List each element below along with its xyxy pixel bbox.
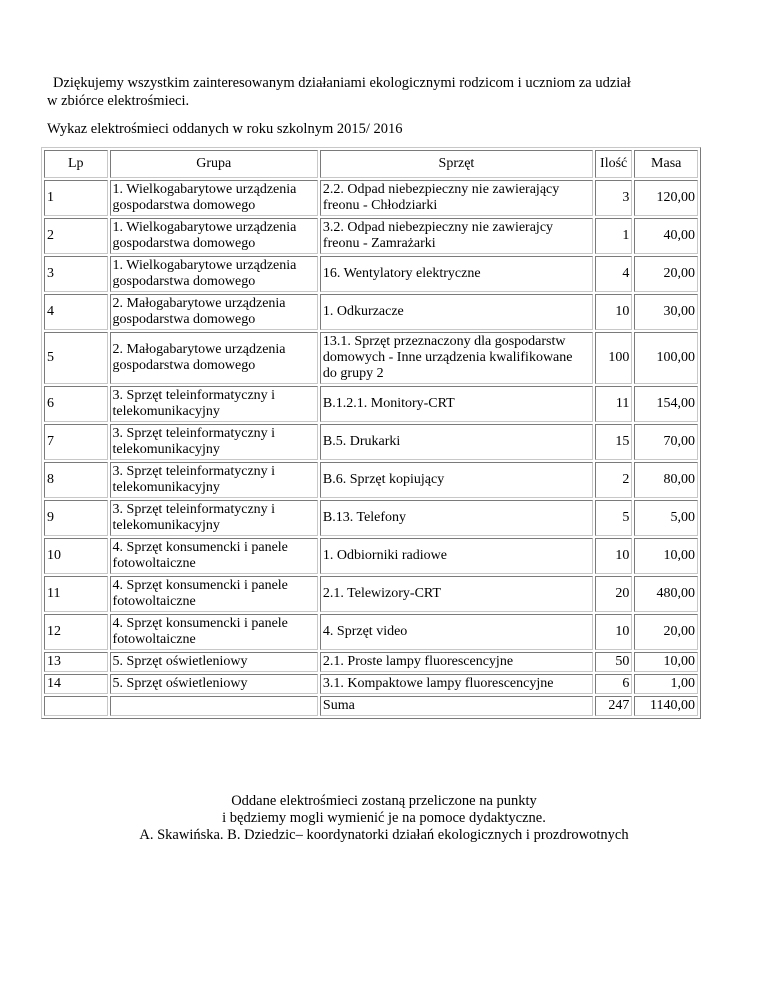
cell-sprzet: 1. Odkurzacze <box>320 294 593 330</box>
cell-sprzet: B.1.2.1. Monitory-CRT <box>320 386 593 422</box>
cell-grupa: 2. Małogabarytowe urządzenia gospodarstwa domowego <box>110 332 318 384</box>
cell-grupa: 1. Wielkogabarytowe urządzenia gospodarstwa domowego <box>110 180 318 216</box>
header-grupa: Grupa <box>110 150 318 178</box>
table-row <box>44 500 698 536</box>
cell-masa: 10,00 <box>634 538 698 574</box>
cell-masa: 30,00 <box>634 294 698 330</box>
table-row <box>44 424 698 460</box>
cell-grupa: 1. Wielkogabarytowe urządzenia gospodarstwa domowego <box>110 256 318 292</box>
cell-sprzet: 2.2. Odpad niebezpieczny nie zawierający freonu - Chłodziarki <box>320 180 593 216</box>
cell-lp: 4 <box>44 294 108 330</box>
cell-ilosc: 15 <box>595 424 633 460</box>
table-row <box>44 462 698 498</box>
cell-sprzet: 3.2. Odpad niebezpieczny nie zawierajcy freonu - Zamrażarki <box>320 218 593 254</box>
total-masa: 1140,00 <box>634 696 698 716</box>
intro-line-2: w zbiórce elektrośmieci. <box>47 93 190 109</box>
cell-lp: 2 <box>44 218 108 254</box>
cell-lp: 8 <box>44 462 108 498</box>
cell-sprzet: 4. Sprzęt video <box>320 614 593 650</box>
footer-line-1: Oddane elektrośmieci zostaną przeliczone na punkty <box>231 793 537 809</box>
table-row <box>44 614 698 650</box>
total-grupa-empty <box>110 696 318 716</box>
cell-lp: 11 <box>44 576 108 612</box>
cell-lp: 5 <box>44 332 108 384</box>
cell-ilosc: 6 <box>595 674 633 694</box>
intro-line-1: Dziękujemy wszystkim zainteresowanym działaniami ekologicznymi rodzicom i uczniom za udział <box>53 75 631 91</box>
footer-note <box>0 793 768 844</box>
cell-sprzet: 1. Odbiorniki radiowe <box>320 538 593 574</box>
cell-lp: 7 <box>44 424 108 460</box>
header-sprzet: Sprzęt <box>320 150 593 178</box>
cell-ilosc: 4 <box>595 256 633 292</box>
cell-lp: 14 <box>44 674 108 694</box>
cell-ilosc: 1 <box>595 218 633 254</box>
cell-sprzet: B.5. Drukarki <box>320 424 593 460</box>
cell-ilosc: 50 <box>595 652 633 672</box>
header-lp: Lp <box>44 150 108 178</box>
cell-grupa: 3. Sprzęt teleinformatyczny i telekomunikacyjny <box>110 424 318 460</box>
total-lp-empty <box>44 696 108 716</box>
cell-lp: 9 <box>44 500 108 536</box>
cell-sprzet: 2.1. Telewizory-CRT <box>320 576 593 612</box>
cell-lp: 10 <box>44 538 108 574</box>
cell-sprzet: 16. Wentylatory elektryczne <box>320 256 593 292</box>
table-row <box>44 576 698 612</box>
table-header-row <box>44 150 698 178</box>
cell-grupa: 3. Sprzęt teleinformatyczny i telekomunikacyjny <box>110 386 318 422</box>
table-caption: Wykaz elektrośmieci oddanych w roku szkolnym 2015/ 2016 <box>47 121 403 137</box>
cell-masa: 1,00 <box>634 674 698 694</box>
cell-ilosc: 10 <box>595 294 633 330</box>
table-row <box>44 538 698 574</box>
cell-ilosc: 10 <box>595 538 633 574</box>
cell-ilosc: 11 <box>595 386 633 422</box>
cell-lp: 3 <box>44 256 108 292</box>
cell-grupa: 5. Sprzęt oświetleniowy <box>110 674 318 694</box>
table-row <box>44 386 698 422</box>
cell-ilosc: 5 <box>595 500 633 536</box>
table-row <box>44 180 698 216</box>
cell-masa: 70,00 <box>634 424 698 460</box>
cell-masa: 10,00 <box>634 652 698 672</box>
cell-masa: 120,00 <box>634 180 698 216</box>
cell-masa: 480,00 <box>634 576 698 612</box>
cell-masa: 20,00 <box>634 614 698 650</box>
cell-ilosc: 2 <box>595 462 633 498</box>
footer-line-3: A. Skawińska. B. Dziedzic– koordynatorki działań ekologicznych i prozdrowotnych <box>139 827 629 843</box>
waste-table-container <box>41 147 701 719</box>
cell-grupa: 4. Sprzęt konsumencki i panele fotowoltaiczne <box>110 576 318 612</box>
cell-masa: 20,00 <box>634 256 698 292</box>
cell-sprzet: 2.1. Proste lampy fluorescencyjne <box>320 652 593 672</box>
cell-masa: 40,00 <box>634 218 698 254</box>
cell-sprzet: 3.1. Kompaktowe lampy fluorescencyjne <box>320 674 593 694</box>
cell-ilosc: 3 <box>595 180 633 216</box>
cell-masa: 80,00 <box>634 462 698 498</box>
cell-grupa: 1. Wielkogabarytowe urządzenia gospodarstwa domowego <box>110 218 318 254</box>
cell-ilosc: 20 <box>595 576 633 612</box>
cell-grupa: 5. Sprzęt oświetleniowy <box>110 652 318 672</box>
cell-ilosc: 100 <box>595 332 633 384</box>
cell-sprzet: 13.1. Sprzęt przeznaczony dla gospodarstw domowych - Inne urządzenia kwalifikowane do grupy 2 <box>320 332 593 384</box>
cell-grupa: 2. Małogabarytowe urządzenia gospodarstwa domowego <box>110 294 318 330</box>
total-ilosc: 247 <box>595 696 633 716</box>
cell-lp: 13 <box>44 652 108 672</box>
cell-grupa: 4. Sprzęt konsumencki i panele fotowoltaiczne <box>110 614 318 650</box>
cell-lp: 6 <box>44 386 108 422</box>
cell-lp: 12 <box>44 614 108 650</box>
cell-sprzet: B.6. Sprzęt kopiujący <box>320 462 593 498</box>
cell-masa: 154,00 <box>634 386 698 422</box>
cell-masa: 5,00 <box>634 500 698 536</box>
table-body <box>44 180 698 694</box>
header-masa: Masa <box>634 150 698 178</box>
table-row <box>44 332 698 384</box>
table-row <box>44 294 698 330</box>
intro-paragraph <box>47 74 707 110</box>
waste-table <box>41 147 701 719</box>
cell-grupa: 4. Sprzęt konsumencki i panele fotowoltaiczne <box>110 538 318 574</box>
cell-sprzet: B.13. Telefony <box>320 500 593 536</box>
cell-lp: 1 <box>44 180 108 216</box>
header-ilosc: Ilość <box>595 150 633 178</box>
cell-grupa: 3. Sprzęt teleinformatyczny i telekomunikacyjny <box>110 500 318 536</box>
table-row <box>44 218 698 254</box>
table-total-row <box>44 696 698 716</box>
cell-masa: 100,00 <box>634 332 698 384</box>
footer-line-2: i będziemy mogli wymienić je na pomoce dydaktyczne. <box>222 810 546 826</box>
table-row <box>44 674 698 694</box>
cell-ilosc: 10 <box>595 614 633 650</box>
table-row <box>44 652 698 672</box>
cell-grupa: 3. Sprzęt teleinformatyczny i telekomunikacyjny <box>110 462 318 498</box>
table-row <box>44 256 698 292</box>
total-label: Suma <box>320 696 593 716</box>
